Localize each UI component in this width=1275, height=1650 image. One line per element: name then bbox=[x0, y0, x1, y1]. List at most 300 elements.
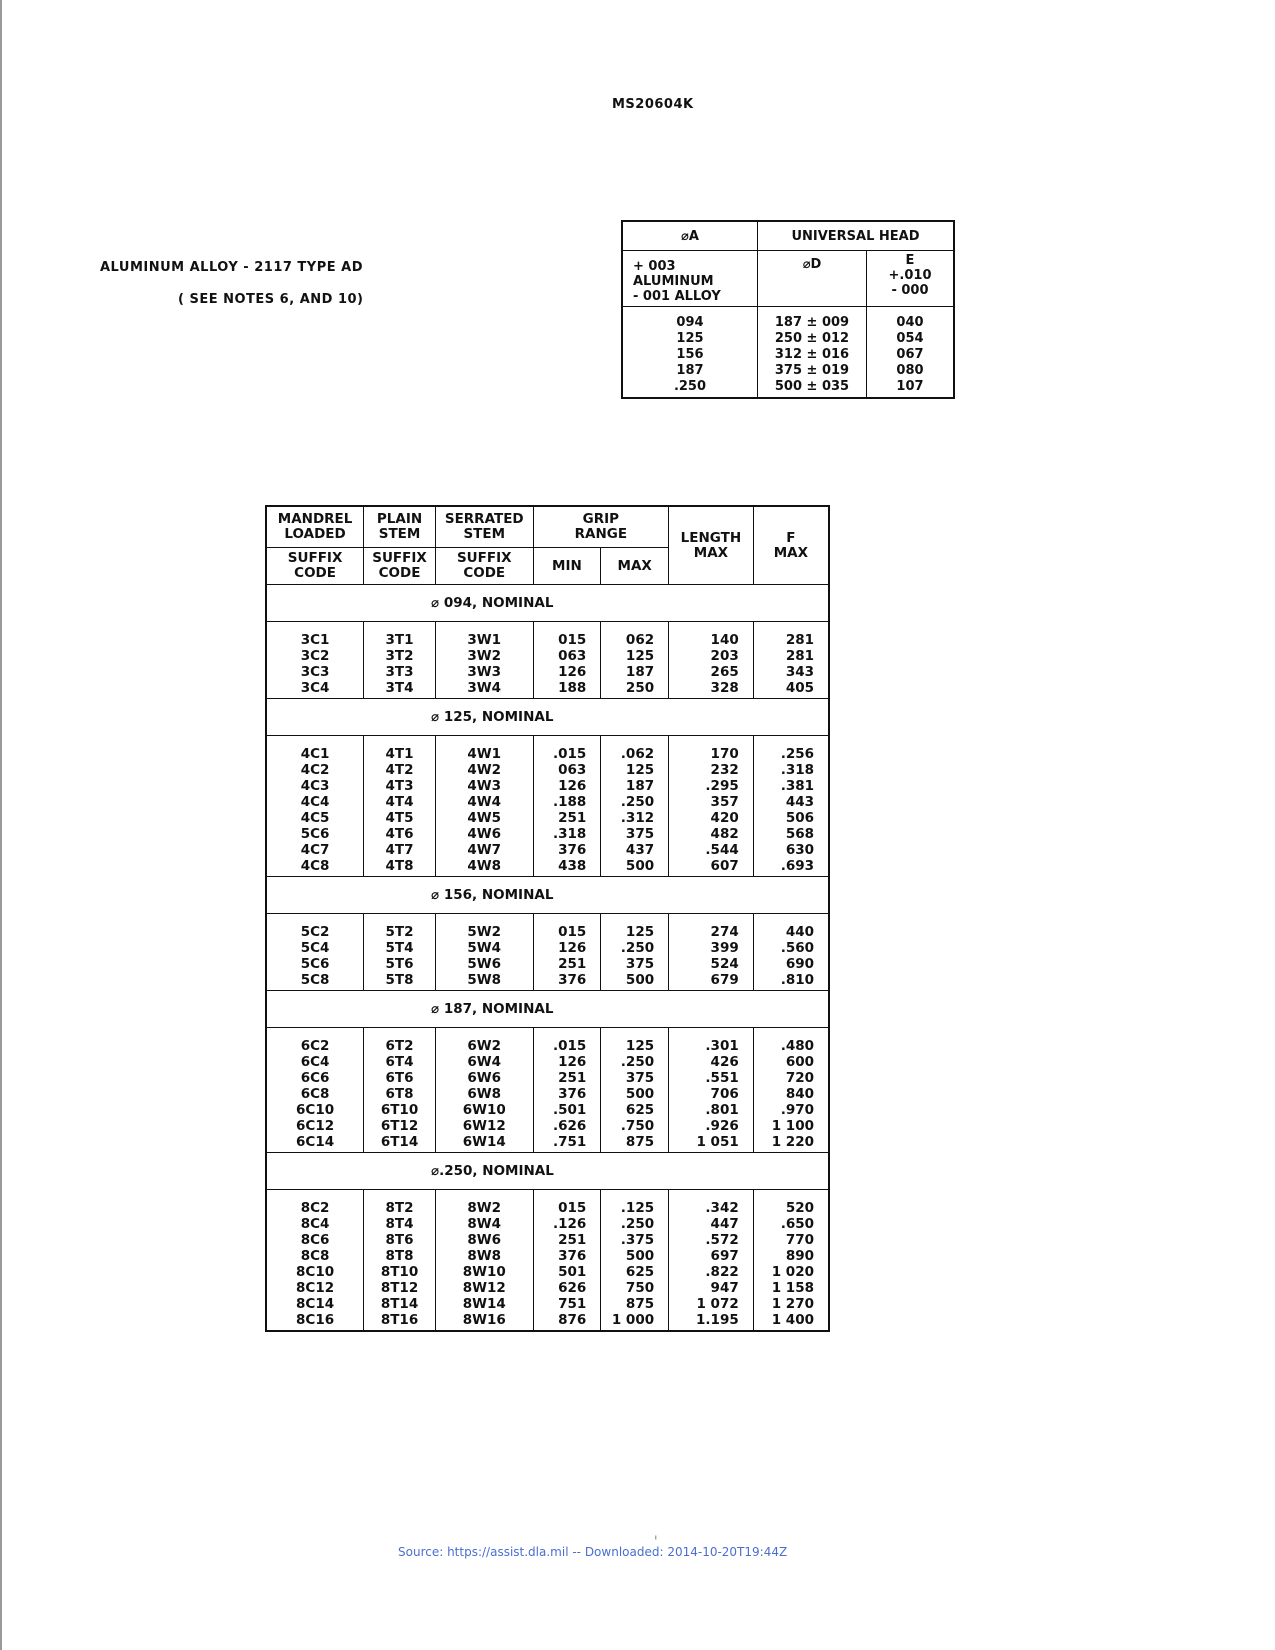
section-row bbox=[266, 877, 829, 914]
f-max: .381 bbox=[780, 778, 814, 794]
serrated-code: 8W14 bbox=[462, 1296, 506, 1312]
f-max: 1 400 bbox=[771, 1312, 814, 1328]
material-title: ALUMINUM ALLOY - 2117 TYPE AD bbox=[100, 260, 363, 275]
length-max-column bbox=[669, 914, 754, 991]
f-max: 770 bbox=[785, 1232, 814, 1248]
document-number: MS20604K bbox=[612, 97, 694, 112]
serrated-code: 5W2 bbox=[467, 924, 502, 940]
serrated-code-column bbox=[435, 736, 533, 877]
plain-code: 4T8 bbox=[385, 858, 414, 874]
a-value: 187 bbox=[676, 363, 704, 378]
mandrel-code: 6C14 bbox=[296, 1134, 335, 1150]
mandrel-code: 6C4 bbox=[300, 1054, 330, 1070]
f-max: 506 bbox=[785, 810, 814, 826]
section-data-row bbox=[266, 1190, 829, 1332]
grip-min: 251 bbox=[558, 1232, 587, 1248]
grip-max: .062 bbox=[620, 746, 655, 762]
e-values bbox=[867, 307, 955, 399]
plain-code: 8T16 bbox=[380, 1312, 419, 1328]
grip-max: 375 bbox=[625, 1070, 655, 1086]
grip-min-column bbox=[533, 914, 601, 991]
mandrel-code-column bbox=[266, 1028, 364, 1153]
f-max: .560 bbox=[780, 940, 814, 956]
length-max: .822 bbox=[705, 1264, 739, 1280]
d-values bbox=[758, 307, 867, 399]
mandrel-code: 3C2 bbox=[300, 648, 330, 664]
plain-code-column bbox=[364, 622, 436, 699]
grip-min: .501 bbox=[552, 1102, 587, 1118]
plain-code: 8T4 bbox=[385, 1216, 414, 1232]
section-title: ⌀ 125, NOMINAL bbox=[266, 699, 829, 736]
grip-min: 376 bbox=[558, 1086, 587, 1102]
mandrel-code: 6C8 bbox=[300, 1086, 330, 1102]
plain-suffix-code-header: SUFFIX CODE bbox=[364, 548, 436, 585]
grip-max: .125 bbox=[620, 1200, 655, 1216]
mandrel-code: 6C2 bbox=[300, 1038, 330, 1054]
f-max-column bbox=[753, 1028, 829, 1153]
grip-range-header: GRIP RANGE bbox=[533, 506, 669, 548]
grip-min: 251 bbox=[558, 956, 587, 972]
footer-mark: ˡ bbox=[655, 1535, 657, 1546]
grip-max-column bbox=[601, 1190, 669, 1332]
f-max-header: F MAX bbox=[753, 506, 829, 585]
plain-code: 3T2 bbox=[385, 648, 414, 664]
grip-max: 875 bbox=[625, 1296, 655, 1312]
grip-min: .751 bbox=[552, 1134, 587, 1150]
grip-max: 500 bbox=[625, 1086, 655, 1102]
plain-code: 5T6 bbox=[385, 956, 414, 972]
serrated-code: 8W10 bbox=[462, 1264, 506, 1280]
f-max-column bbox=[753, 736, 829, 877]
grip-max: 625 bbox=[625, 1264, 655, 1280]
mandrel-code: 4C4 bbox=[300, 794, 330, 810]
grip-max-column bbox=[601, 1028, 669, 1153]
grip-max: 062 bbox=[625, 632, 655, 648]
mandrel-code: 6C12 bbox=[296, 1118, 335, 1134]
plain-code: 6T8 bbox=[385, 1086, 414, 1102]
mandrel-code: 4C7 bbox=[300, 842, 330, 858]
length-max: 482 bbox=[710, 826, 739, 842]
length-max: 607 bbox=[710, 858, 739, 874]
serrated-code: 4W7 bbox=[467, 842, 502, 858]
e-value: 080 bbox=[896, 363, 924, 378]
length-max-column bbox=[669, 1190, 754, 1332]
grip-min-header: MIN bbox=[533, 548, 601, 585]
plain-code: 6T14 bbox=[380, 1134, 419, 1150]
plain-code: 4T3 bbox=[385, 778, 414, 794]
plain-stem-header: PLAIN STEM bbox=[364, 506, 436, 548]
f-max: .693 bbox=[780, 858, 814, 874]
mandrel-loaded-header: MANDREL LOADED bbox=[266, 506, 364, 548]
grip-min: 376 bbox=[558, 842, 587, 858]
f-max: 520 bbox=[785, 1200, 814, 1216]
length-max: .295 bbox=[705, 778, 739, 794]
serrated-code: 4W6 bbox=[467, 826, 502, 842]
grip-min: 376 bbox=[558, 972, 587, 988]
f-max: .810 bbox=[780, 972, 814, 988]
serrated-code: 5W8 bbox=[467, 972, 502, 988]
d-value: 187 ± 009 bbox=[774, 315, 850, 330]
section-data-row bbox=[266, 622, 829, 699]
a-value: 125 bbox=[676, 331, 704, 346]
col-e-header: E +.010 - 000 bbox=[867, 251, 955, 307]
serrated-code: 8W6 bbox=[467, 1232, 502, 1248]
e-value: 040 bbox=[896, 315, 924, 330]
plain-code: 4T6 bbox=[385, 826, 414, 842]
mandrel-code: 3C1 bbox=[300, 632, 330, 648]
plain-code: 8T8 bbox=[385, 1248, 414, 1264]
length-max: 706 bbox=[710, 1086, 739, 1102]
f-max: 343 bbox=[785, 664, 814, 680]
grip-max: .250 bbox=[620, 794, 655, 810]
mandrel-code: 5C6 bbox=[300, 826, 330, 842]
mandrel-suffix-code-header: SUFFIX CODE bbox=[266, 548, 364, 585]
serrated-code: 6W8 bbox=[467, 1086, 502, 1102]
grip-max: 437 bbox=[625, 842, 655, 858]
grip-max: 500 bbox=[625, 972, 655, 988]
grip-max: .250 bbox=[620, 1054, 655, 1070]
serrated-code-column bbox=[435, 1028, 533, 1153]
mandrel-code: 8C6 bbox=[300, 1232, 330, 1248]
plain-code: 8T10 bbox=[380, 1264, 419, 1280]
source-footer: Source: https://assist.dla.mil -- Downloaded: 2014-10-20T19:44Z bbox=[398, 1545, 788, 1559]
f-max: 1 158 bbox=[771, 1280, 814, 1296]
grip-max: 625 bbox=[625, 1102, 655, 1118]
mandrel-code: 5C8 bbox=[300, 972, 330, 988]
grip-min-column bbox=[533, 1190, 601, 1332]
f-max: 1 020 bbox=[771, 1264, 814, 1280]
serrated-code: 3W3 bbox=[467, 664, 502, 680]
serrated-code: 8W4 bbox=[467, 1216, 502, 1232]
grip-max: 375 bbox=[625, 956, 655, 972]
serrated-code: 8W16 bbox=[462, 1312, 506, 1328]
length-max: 232 bbox=[710, 762, 739, 778]
plain-code: 6T2 bbox=[385, 1038, 414, 1054]
f-max: 600 bbox=[785, 1054, 814, 1070]
mandrel-code: 3C3 bbox=[300, 664, 330, 680]
serrated-code-column bbox=[435, 622, 533, 699]
length-max: 1 051 bbox=[696, 1134, 739, 1150]
grip-max: .250 bbox=[620, 940, 655, 956]
f-max: .480 bbox=[780, 1038, 814, 1054]
length-max: .926 bbox=[705, 1118, 739, 1134]
length-max: 203 bbox=[710, 648, 739, 664]
plain-code: 4T7 bbox=[385, 842, 414, 858]
d-value: 375 ± 019 bbox=[774, 363, 850, 378]
grip-max: 500 bbox=[625, 1248, 655, 1264]
page-edge-rule bbox=[0, 0, 2, 1650]
mandrel-code: 8C10 bbox=[296, 1264, 335, 1280]
section-row bbox=[266, 991, 829, 1028]
plain-code: 6T10 bbox=[380, 1102, 419, 1118]
serrated-code: 6W10 bbox=[462, 1102, 506, 1118]
f-max: 690 bbox=[785, 956, 814, 972]
f-max-column bbox=[753, 622, 829, 699]
f-max: 281 bbox=[785, 632, 814, 648]
f-max: 281 bbox=[785, 648, 814, 664]
length-max: .551 bbox=[705, 1070, 739, 1086]
length-max-column bbox=[669, 1028, 754, 1153]
plain-code: 8T12 bbox=[380, 1280, 419, 1296]
section-title: ⌀.250, NOMINAL bbox=[266, 1153, 829, 1190]
f-max: 568 bbox=[785, 826, 814, 842]
length-max: 426 bbox=[710, 1054, 739, 1070]
section-data-row bbox=[266, 914, 829, 991]
serrated-code: 5W6 bbox=[467, 956, 502, 972]
plain-code: 5T8 bbox=[385, 972, 414, 988]
f-max: 630 bbox=[785, 842, 814, 858]
grip-max-column bbox=[601, 736, 669, 877]
grip-min: .015 bbox=[552, 1038, 587, 1054]
a-values bbox=[622, 307, 758, 399]
grip-min: 126 bbox=[558, 664, 587, 680]
serrated-code: 6W12 bbox=[462, 1118, 506, 1134]
serrated-code: 3W1 bbox=[467, 632, 502, 648]
plain-code: 6T12 bbox=[380, 1118, 419, 1134]
length-max: 170 bbox=[710, 746, 739, 762]
f-max: .256 bbox=[780, 746, 814, 762]
mandrel-code: 4C3 bbox=[300, 778, 330, 794]
grip-min: 438 bbox=[558, 858, 587, 874]
grip-min: 501 bbox=[558, 1264, 587, 1280]
grip-max: .312 bbox=[620, 810, 655, 826]
f-max: 720 bbox=[785, 1070, 814, 1086]
serrated-code: 4W8 bbox=[467, 858, 502, 874]
grip-max: 125 bbox=[625, 1038, 655, 1054]
plain-code-column bbox=[364, 1190, 436, 1332]
mandrel-code: 8C14 bbox=[296, 1296, 335, 1312]
f-max: 1 220 bbox=[771, 1134, 814, 1150]
plain-code: 6T4 bbox=[385, 1054, 414, 1070]
plain-code-column bbox=[364, 914, 436, 991]
plain-code: 5T4 bbox=[385, 940, 414, 956]
length-max: .342 bbox=[705, 1200, 739, 1216]
section-data-row bbox=[266, 1028, 829, 1153]
serrated-stem-header: SERRATED STEM bbox=[435, 506, 533, 548]
e-value: 067 bbox=[896, 347, 924, 362]
universal-head-header: UNIVERSAL HEAD bbox=[758, 221, 955, 251]
d-value: 250 ± 012 bbox=[774, 331, 850, 346]
serrated-code: 3W4 bbox=[467, 680, 502, 696]
mandrel-code: 5C4 bbox=[300, 940, 330, 956]
grip-max: 375 bbox=[625, 826, 655, 842]
grip-min-column bbox=[533, 736, 601, 877]
grip-max: 125 bbox=[625, 924, 655, 940]
length-max: 399 bbox=[710, 940, 739, 956]
grip-min: .318 bbox=[552, 826, 587, 842]
grip-range-table bbox=[265, 505, 830, 1332]
d-value: 500 ± 035 bbox=[774, 379, 850, 394]
mandrel-code: 6C10 bbox=[296, 1102, 335, 1118]
length-max: 140 bbox=[710, 632, 739, 648]
f-max: 405 bbox=[785, 680, 814, 696]
length-max: 447 bbox=[710, 1216, 739, 1232]
grip-max: .750 bbox=[620, 1118, 655, 1134]
grip-min: 626 bbox=[558, 1280, 587, 1296]
mandrel-code: 8C8 bbox=[300, 1248, 330, 1264]
f-max: 890 bbox=[785, 1248, 814, 1264]
section-row bbox=[266, 1153, 829, 1190]
plain-code: 8T2 bbox=[385, 1200, 414, 1216]
grip-max: 125 bbox=[625, 762, 655, 778]
f-max-column bbox=[753, 1190, 829, 1332]
grip-max: 500 bbox=[625, 858, 655, 874]
f-max: 1 270 bbox=[771, 1296, 814, 1312]
serrated-code: 6W14 bbox=[462, 1134, 506, 1150]
section-title: ⌀ 156, NOMINAL bbox=[266, 877, 829, 914]
a-value: 094 bbox=[676, 315, 704, 330]
plain-code: 6T6 bbox=[385, 1070, 414, 1086]
f-max: .318 bbox=[780, 762, 814, 778]
length-max-column bbox=[669, 622, 754, 699]
serrated-code: 6W2 bbox=[467, 1038, 502, 1054]
serrated-code: 8W2 bbox=[467, 1200, 502, 1216]
mandrel-code: 5C2 bbox=[300, 924, 330, 940]
a-value: 156 bbox=[676, 347, 704, 362]
mandrel-code: 4C8 bbox=[300, 858, 330, 874]
e-value: 054 bbox=[896, 331, 924, 346]
col-d-header: ⌀D bbox=[758, 251, 867, 307]
grip-max: 187 bbox=[625, 778, 655, 794]
serrated-code: 4W5 bbox=[467, 810, 502, 826]
grip-max-column bbox=[601, 622, 669, 699]
serrated-code-column bbox=[435, 1190, 533, 1332]
grip-max-column bbox=[601, 914, 669, 991]
a-tolerance: + 003 ALUMINUM - 001 ALLOY bbox=[622, 251, 758, 307]
grip-min-column bbox=[533, 1028, 601, 1153]
mandrel-code: 4C2 bbox=[300, 762, 330, 778]
grip-max: 875 bbox=[625, 1134, 655, 1150]
section-row bbox=[266, 699, 829, 736]
length-max: 1.195 bbox=[696, 1312, 739, 1328]
grip-min: .188 bbox=[552, 794, 587, 810]
f-max: 1 100 bbox=[771, 1118, 814, 1134]
length-max-column bbox=[669, 736, 754, 877]
mandrel-code-column bbox=[266, 736, 364, 877]
serrated-code: 3W2 bbox=[467, 648, 502, 664]
serrated-code: 8W12 bbox=[462, 1280, 506, 1296]
f-max: .970 bbox=[780, 1102, 814, 1118]
length-max-header: LENGTH MAX bbox=[669, 506, 754, 585]
mandrel-code: 4C5 bbox=[300, 810, 330, 826]
plain-code: 4T5 bbox=[385, 810, 414, 826]
mandrel-code-column bbox=[266, 914, 364, 991]
mandrel-code-column bbox=[266, 1190, 364, 1332]
f-max-column bbox=[753, 914, 829, 991]
serrated-code: 4W2 bbox=[467, 762, 502, 778]
grip-min: 015 bbox=[558, 924, 587, 940]
grip-min: 376 bbox=[558, 1248, 587, 1264]
length-max: 697 bbox=[710, 1248, 739, 1264]
mandrel-code: 8C4 bbox=[300, 1216, 330, 1232]
grip-min-column bbox=[533, 622, 601, 699]
grip-min: .126 bbox=[552, 1216, 587, 1232]
e-value: 107 bbox=[896, 379, 924, 394]
mandrel-code: 3C4 bbox=[300, 680, 330, 696]
grip-min: 015 bbox=[558, 1200, 587, 1216]
plain-code: 5T2 bbox=[385, 924, 414, 940]
length-max: 947 bbox=[710, 1280, 739, 1296]
f-max: .650 bbox=[780, 1216, 814, 1232]
plain-code: 4T1 bbox=[385, 746, 414, 762]
grip-min: 063 bbox=[558, 648, 587, 664]
section-title: ⌀ 094, NOMINAL bbox=[266, 585, 829, 622]
grip-min: 188 bbox=[558, 680, 587, 696]
grip-max-header: MAX bbox=[601, 548, 669, 585]
plain-code: 3T3 bbox=[385, 664, 414, 680]
serrated-code: 6W4 bbox=[467, 1054, 502, 1070]
serrated-suffix-code-header: SUFFIX CODE bbox=[435, 548, 533, 585]
d-value: 312 ± 016 bbox=[774, 347, 850, 362]
length-max: 274 bbox=[710, 924, 739, 940]
grip-min: 126 bbox=[558, 1054, 587, 1070]
grip-min: 251 bbox=[558, 810, 587, 826]
a-value: .250 bbox=[673, 379, 707, 394]
serrated-code: 6W6 bbox=[467, 1070, 502, 1086]
length-max: 524 bbox=[710, 956, 739, 972]
length-max: 1 072 bbox=[696, 1296, 739, 1312]
grip-min: 876 bbox=[558, 1312, 587, 1328]
grip-min: 251 bbox=[558, 1070, 587, 1086]
plain-code: 3T4 bbox=[385, 680, 414, 696]
mandrel-code: 4C1 bbox=[300, 746, 330, 762]
mandrel-code: 8C12 bbox=[296, 1280, 335, 1296]
grip-max: .375 bbox=[620, 1232, 655, 1248]
grip-min: 015 bbox=[558, 632, 587, 648]
grip-min: 751 bbox=[558, 1296, 587, 1312]
plain-code: 4T4 bbox=[385, 794, 414, 810]
mandrel-code-column bbox=[266, 622, 364, 699]
grip-max: 187 bbox=[625, 664, 655, 680]
serrated-code: 8W8 bbox=[467, 1248, 502, 1264]
grip-max: .250 bbox=[620, 1216, 655, 1232]
plain-code: 3T1 bbox=[385, 632, 414, 648]
length-max: .301 bbox=[705, 1038, 739, 1054]
serrated-code: 4W1 bbox=[467, 746, 502, 762]
length-max: 328 bbox=[710, 680, 739, 696]
material-notes: ( SEE NOTES 6, AND 10) bbox=[178, 292, 364, 307]
section-title: ⌀ 187, NOMINAL bbox=[266, 991, 829, 1028]
length-max: 420 bbox=[710, 810, 739, 826]
mandrel-code: 8C2 bbox=[300, 1200, 330, 1216]
grip-max: 125 bbox=[625, 648, 655, 664]
plain-code-column bbox=[364, 736, 436, 877]
grip-min: 126 bbox=[558, 778, 587, 794]
serrated-code-column bbox=[435, 914, 533, 991]
col-a-header: ⌀A bbox=[622, 221, 758, 251]
grip-max: 1 000 bbox=[611, 1312, 655, 1328]
serrated-code: 4W3 bbox=[467, 778, 502, 794]
plain-code: 8T14 bbox=[380, 1296, 419, 1312]
plain-code: 8T6 bbox=[385, 1232, 414, 1248]
mandrel-code: 5C6 bbox=[300, 956, 330, 972]
length-max: .572 bbox=[705, 1232, 739, 1248]
grip-min: 063 bbox=[558, 762, 587, 778]
length-max: 357 bbox=[710, 794, 739, 810]
length-max: 679 bbox=[710, 972, 739, 988]
grip-min: .626 bbox=[552, 1118, 587, 1134]
section-data-row bbox=[266, 736, 829, 877]
section-row bbox=[266, 585, 829, 622]
length-max: 265 bbox=[710, 664, 739, 680]
mandrel-code: 8C16 bbox=[296, 1312, 335, 1328]
f-max: 840 bbox=[785, 1086, 814, 1102]
plain-code-column bbox=[364, 1028, 436, 1153]
grip-min: 126 bbox=[558, 940, 587, 956]
grip-max: 250 bbox=[625, 680, 655, 696]
serrated-code: 4W4 bbox=[467, 794, 502, 810]
length-max: .544 bbox=[705, 842, 739, 858]
